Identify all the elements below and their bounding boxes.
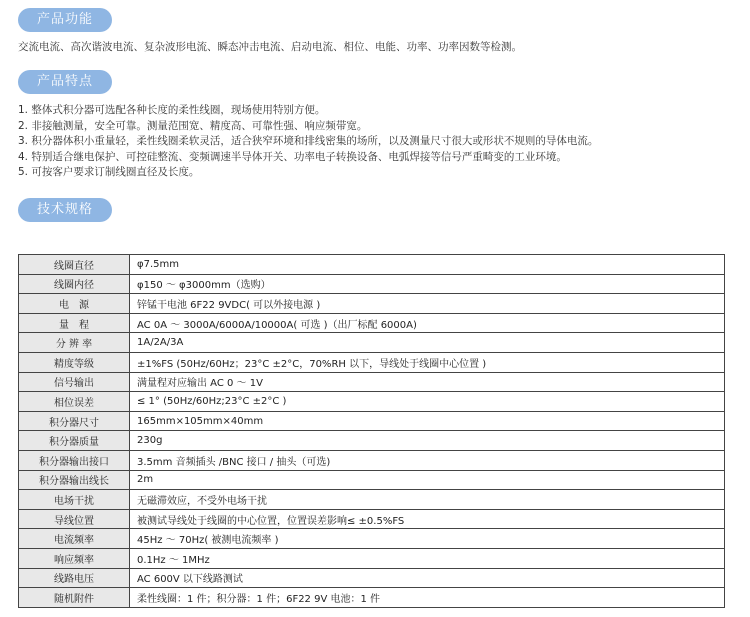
spec-value: 45Hz ～ 70Hz( 被测电流频率 ) [130, 529, 725, 549]
spec-label: 随机附件 [19, 588, 130, 608]
spec-row [19, 313, 725, 333]
spec-label: 信号输出 [19, 372, 130, 392]
spec-value: 满量程对应输出 AC 0 ～ 1V [130, 372, 725, 392]
spec-label: 响应频率 [19, 548, 130, 568]
spec-label: 线圈内径 [19, 274, 130, 294]
spec-label: 精度等级 [19, 352, 130, 372]
spec-value: ±1%FS (50Hz/60Hz；23°C ±2°C，70%RH 以下，导线处于线圈中心位置 ) [130, 352, 725, 372]
spec-label: 线圈直径 [19, 255, 130, 275]
spec-value: 柔性线圈：1 件；积分器：1 件；6F22 9V 电池：1 件 [130, 588, 725, 608]
spec-label: 导线位置 [19, 509, 130, 529]
spec-label: 量 程 [19, 313, 130, 333]
spec-value: φ150 ～ φ3000mm（选购） [130, 274, 725, 294]
spec-value: ≤ 1° (50Hz/60Hz;23°C ±2°C ) [130, 392, 725, 412]
spec-table [18, 254, 725, 608]
spec-label: 线路电压 [19, 568, 130, 588]
spec-value: 锌锰干电池 6F22 9VDC( 可以外接电源 ) [130, 294, 725, 314]
spec-value: 0.1Hz ～ 1MHz [130, 548, 725, 568]
spec-row [19, 255, 725, 275]
spec-value: 230g [130, 431, 725, 451]
spec-row [19, 548, 725, 568]
spec-row [19, 431, 725, 451]
spec-label: 电流频率 [19, 529, 130, 549]
spec-row [19, 352, 725, 372]
feature-item: 1. 整体式积分器可选配各种长度的柔性线圈，现场使用特别方便。 [18, 104, 326, 116]
spec-row [19, 529, 725, 549]
spec-label: 分 辨 率 [19, 333, 130, 353]
spec-value: AC 0A ～ 3000A/6000A/10000A( 可选 )（出厂标配 6000A) [130, 313, 725, 333]
spec-label: 相位误差 [19, 392, 130, 412]
spec-label: 电场干扰 [19, 490, 130, 510]
spec-row [19, 372, 725, 392]
spec-value: 3.5mm 音频插头 /BNC 接口 / 抽头（可选) [130, 450, 725, 470]
spec-row [19, 509, 725, 529]
spec-row [19, 333, 725, 353]
spec-row [19, 274, 725, 294]
spec-value: AC 600V 以下线路测试 [130, 568, 725, 588]
spec-row [19, 392, 725, 412]
spec-value: 无磁滞效应，不受外电场干扰 [130, 490, 725, 510]
spec-row [19, 588, 725, 608]
spec-value: 165mm×105mm×40mm [130, 411, 725, 431]
spec-value: 2m [130, 470, 725, 490]
feature-item: 4. 特别适合继电保护、可控硅整流、变频调速半导体开关、功率电子转换设备、电弧焊接等信号严重畸变的工业环境。 [18, 150, 567, 163]
section-title-features: 产品特点 [18, 70, 112, 94]
feature-item: 3. 积分器体积小重量轻，柔性线圈柔软灵活，适合狭窄环境和排线密集的场所，以及测量尺寸很大或形状不规则的导体电流。 [18, 135, 599, 147]
section-title-function: 产品功能 [18, 8, 112, 32]
spec-label: 积分器输出线长 [19, 470, 130, 490]
spec-row [19, 294, 725, 314]
spec-row [19, 490, 725, 510]
spec-row [19, 411, 725, 431]
spec-label: 积分器尺寸 [19, 411, 130, 431]
spec-row [19, 470, 725, 490]
spec-value: 1A/2A/3A [130, 333, 725, 353]
spec-label: 积分器输出接口 [19, 450, 130, 470]
spec-value: φ7.5mm [130, 255, 725, 275]
section-title-specs: 技术规格 [18, 198, 112, 222]
spec-value: 被测试导线处于线圈的中心位置，位置误差影响≤ ±0.5%FS [130, 509, 725, 529]
spec-label: 积分器质量 [19, 431, 130, 451]
spec-row [19, 450, 725, 470]
function-text: 交流电流、高次谐波电流、复杂波形电流、瞬态冲击电流、启动电流、相位、电能、功率、功率因数等检测。 [18, 41, 522, 53]
spec-label: 电 源 [19, 294, 130, 314]
feature-item: 5. 可按客户要求订制线圈直径及长度。 [18, 166, 200, 178]
spec-row [19, 568, 725, 588]
feature-item: 2. 非接触测量，安全可靠。测量范围宽、精度高、可靠性强、响应频带宽。 [18, 119, 368, 132]
